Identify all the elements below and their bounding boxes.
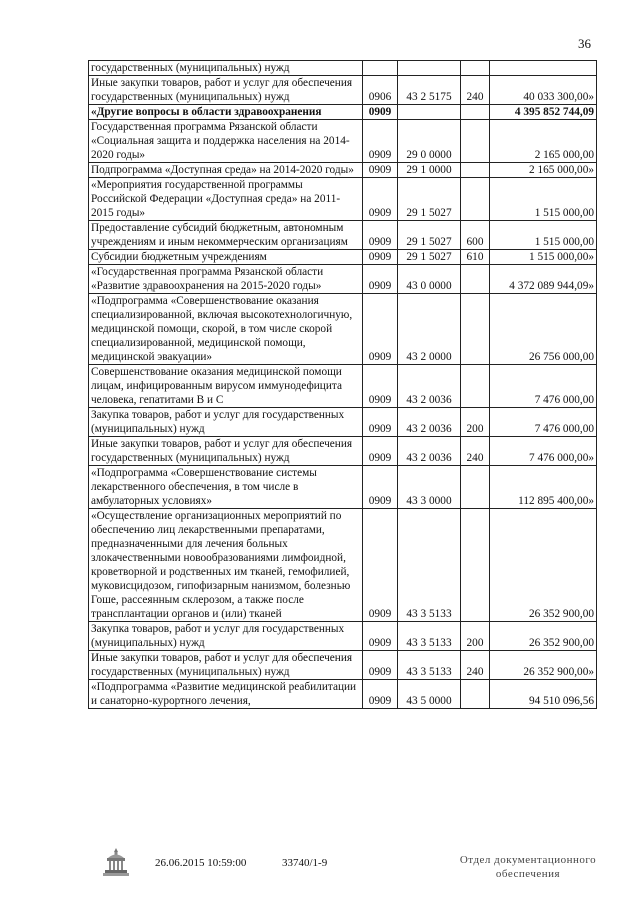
stamp-line-1: Отдел документационного <box>459 854 597 866</box>
row-name-cell: Закупка товаров, работ и услуг для государственных (муниципальных) нужд <box>89 622 363 651</box>
row-expense-type-cell: 200 <box>461 622 490 651</box>
row-article-cell: 29 1 5027 <box>398 250 461 265</box>
row-sum-cell: 2 165 000,00» <box>490 163 597 178</box>
table-row <box>89 61 597 76</box>
row-expense-type-cell <box>461 365 490 408</box>
row-sum-cell: 26 756 000,00 <box>490 294 597 365</box>
row-article-cell: 43 3 0000 <box>398 466 461 509</box>
row-article-cell: 29 0 0000 <box>398 120 461 163</box>
row-section-cell: 0909 <box>363 163 398 178</box>
row-expense-type-cell: 610 <box>461 250 490 265</box>
row-sum-cell: 26 352 900,00 <box>490 622 597 651</box>
row-section-cell: 0906 <box>363 76 398 105</box>
row-sum-cell: 7 476 000,00 <box>490 365 597 408</box>
table-row <box>89 437 597 466</box>
table-row <box>89 178 597 221</box>
row-expense-type-cell: 200 <box>461 408 490 437</box>
row-article-cell: 43 2 0036 <box>398 437 461 466</box>
row-sum-cell: 112 895 400,00» <box>490 466 597 509</box>
row-section-cell: 0909 <box>363 622 398 651</box>
row-article-cell: 43 3 5133 <box>398 509 461 622</box>
row-name-cell: Совершенствование оказания медицинской помощи лицам, инфицированным вирусом иммунодефицита человека, гепатитами В и С <box>89 365 363 408</box>
row-sum-cell: 4 372 089 944,09» <box>490 265 597 294</box>
row-expense-type-cell <box>461 680 490 709</box>
row-expense-type-cell <box>461 178 490 221</box>
row-section-cell: 0909 <box>363 178 398 221</box>
row-article-cell: 29 1 0000 <box>398 163 461 178</box>
row-name-cell: государственных (муниципальных) нужд <box>89 61 363 76</box>
row-section-cell: 0909 <box>363 408 398 437</box>
row-article-cell: 43 2 0036 <box>398 408 461 437</box>
footer-datetime: 26.06.2015 10:59:00 <box>155 857 247 869</box>
row-section-cell: 0909 <box>363 250 398 265</box>
document-office-stamp <box>448 853 608 881</box>
row-expense-type-cell <box>461 105 490 120</box>
table-row <box>89 265 597 294</box>
table-row <box>89 76 597 105</box>
row-sum-cell: 94 510 096,56 <box>490 680 597 709</box>
row-sum-cell: 40 033 300,00» <box>490 76 597 105</box>
row-sum-cell: 26 352 900,00 <box>490 509 597 622</box>
row-name-cell: «Подпрограмма «Развитие медицинской реабилитации и санаторно-курортного лечения, <box>89 680 363 709</box>
row-section-cell: 0909 <box>363 120 398 163</box>
row-section-cell: 0909 <box>363 509 398 622</box>
row-article-cell: 43 3 5133 <box>398 651 461 680</box>
row-article-cell: 43 5 0000 <box>398 680 461 709</box>
table-row <box>89 294 597 365</box>
row-sum-cell: 2 165 000,00 <box>490 120 597 163</box>
row-name-cell: Закупка товаров, работ и услуг для государственных (муниципальных) нужд <box>89 408 363 437</box>
row-sum-cell: 1 515 000,00 <box>490 178 597 221</box>
stamp-line-2: обеспечения <box>495 868 561 880</box>
row-article-cell: 29 1 5027 <box>398 221 461 250</box>
table-row <box>89 408 597 437</box>
row-article-cell: 29 1 5027 <box>398 178 461 221</box>
emblem-logo-icon <box>99 845 133 879</box>
row-article-cell: 43 3 5133 <box>398 622 461 651</box>
row-section-cell: 0909 <box>363 265 398 294</box>
row-expense-type-cell <box>461 294 490 365</box>
row-sum-cell: 4 395 852 744,09 <box>490 105 597 120</box>
row-name-cell: «Подпрограмма «Совершенствование оказания специализированной, включая высокотехнологичную, медицинской помощи, скорой, в том числе скорой специализированной, медицинской помощи, медицинской эвакуации» <box>89 294 363 365</box>
row-section-cell: 0909 <box>363 105 398 120</box>
row-name-cell: «Осуществление организационных мероприятий по обеспечению лиц лекарственными препаратами, предназначенными для лечения больных злокачественными новообразованиями лимфоидной, кроветворной и родственных им тканей, гемофилией, муковисцидозом, гипофизарным нанизмом, болезнью Гоше, рассеянным склерозом, а также после трансплантации органов и (или) тканей <box>89 509 363 622</box>
table-row <box>89 163 597 178</box>
row-sum-cell: 1 515 000,00» <box>490 250 597 265</box>
row-article-cell <box>398 61 461 76</box>
row-sum-cell: 26 352 900,00» <box>490 651 597 680</box>
row-sum-cell: 7 476 000,00 <box>490 408 597 437</box>
row-sum-cell: 7 476 000,00» <box>490 437 597 466</box>
table-row <box>89 221 597 250</box>
row-section-cell: 0909 <box>363 651 398 680</box>
row-article-cell: 43 2 5175 <box>398 76 461 105</box>
row-name-cell: Иные закупки товаров, работ и услуг для обеспечения государственных (муниципальных) нужд <box>89 76 363 105</box>
row-article-cell: 43 2 0000 <box>398 294 461 365</box>
table-row <box>89 120 597 163</box>
row-expense-type-cell <box>461 163 490 178</box>
row-expense-type-cell <box>461 265 490 294</box>
row-section-cell: 0909 <box>363 294 398 365</box>
page-number: 36 <box>578 36 591 51</box>
row-sum-cell: 1 515 000,00 <box>490 221 597 250</box>
row-article-cell <box>398 105 461 120</box>
row-section-cell: 0909 <box>363 466 398 509</box>
table-row <box>89 651 597 680</box>
row-name-cell: Подпрограмма «Доступная среда» на 2014-2020 годы» <box>89 163 363 178</box>
row-expense-type-cell <box>461 509 490 622</box>
row-name-cell: Субсидии бюджетным учреждениям <box>89 250 363 265</box>
row-section-cell: 0909 <box>363 437 398 466</box>
row-expense-type-cell: 240 <box>461 651 490 680</box>
row-article-cell: 43 0 0000 <box>398 265 461 294</box>
row-expense-type-cell: 600 <box>461 221 490 250</box>
row-expense-type-cell: 240 <box>461 437 490 466</box>
row-name-cell: «Подпрограмма «Совершенствование системы лекарственного обеспечения, в том числе в амбулаторных условиях» <box>89 466 363 509</box>
table-row <box>89 105 597 120</box>
row-name-cell: «Другие вопросы в области здравоохранения <box>89 105 363 120</box>
row-expense-type-cell <box>461 61 490 76</box>
budget-table-body <box>89 61 597 709</box>
budget-table <box>88 60 597 709</box>
row-name-cell: «Государственная программа Рязанской области «Развитие здравоохранения на 2015-2020 годы» <box>89 265 363 294</box>
row-sum-cell <box>490 61 597 76</box>
row-name-cell: Государственная программа Рязанской области «Социальная защита и поддержка населения на 2014-2020 годы» <box>89 120 363 163</box>
row-name-cell: Предоставление субсидий бюджетным, автономным учреждениям и иным некоммерческим организациям <box>89 221 363 250</box>
footer-doc-number: 33740/1-9 <box>282 857 328 869</box>
row-article-cell: 43 2 0036 <box>398 365 461 408</box>
row-expense-type-cell: 240 <box>461 76 490 105</box>
row-name-cell: «Мероприятия государственной программы Российской Федерации «Доступная среда» на 2011-2015 годы» <box>89 178 363 221</box>
row-section-cell <box>363 61 398 76</box>
row-section-cell: 0909 <box>363 221 398 250</box>
table-row <box>89 250 597 265</box>
table-row <box>89 365 597 408</box>
table-row <box>89 509 597 622</box>
row-expense-type-cell <box>461 466 490 509</box>
row-section-cell: 0909 <box>363 365 398 408</box>
table-row <box>89 680 597 709</box>
row-name-cell: Иные закупки товаров, работ и услуг для обеспечения государственных (муниципальных) нужд <box>89 437 363 466</box>
row-section-cell: 0909 <box>363 680 398 709</box>
row-expense-type-cell <box>461 120 490 163</box>
table-row <box>89 466 597 509</box>
row-name-cell: Иные закупки товаров, работ и услуг для обеспечения государственных (муниципальных) нужд <box>89 651 363 680</box>
table-row <box>89 622 597 651</box>
